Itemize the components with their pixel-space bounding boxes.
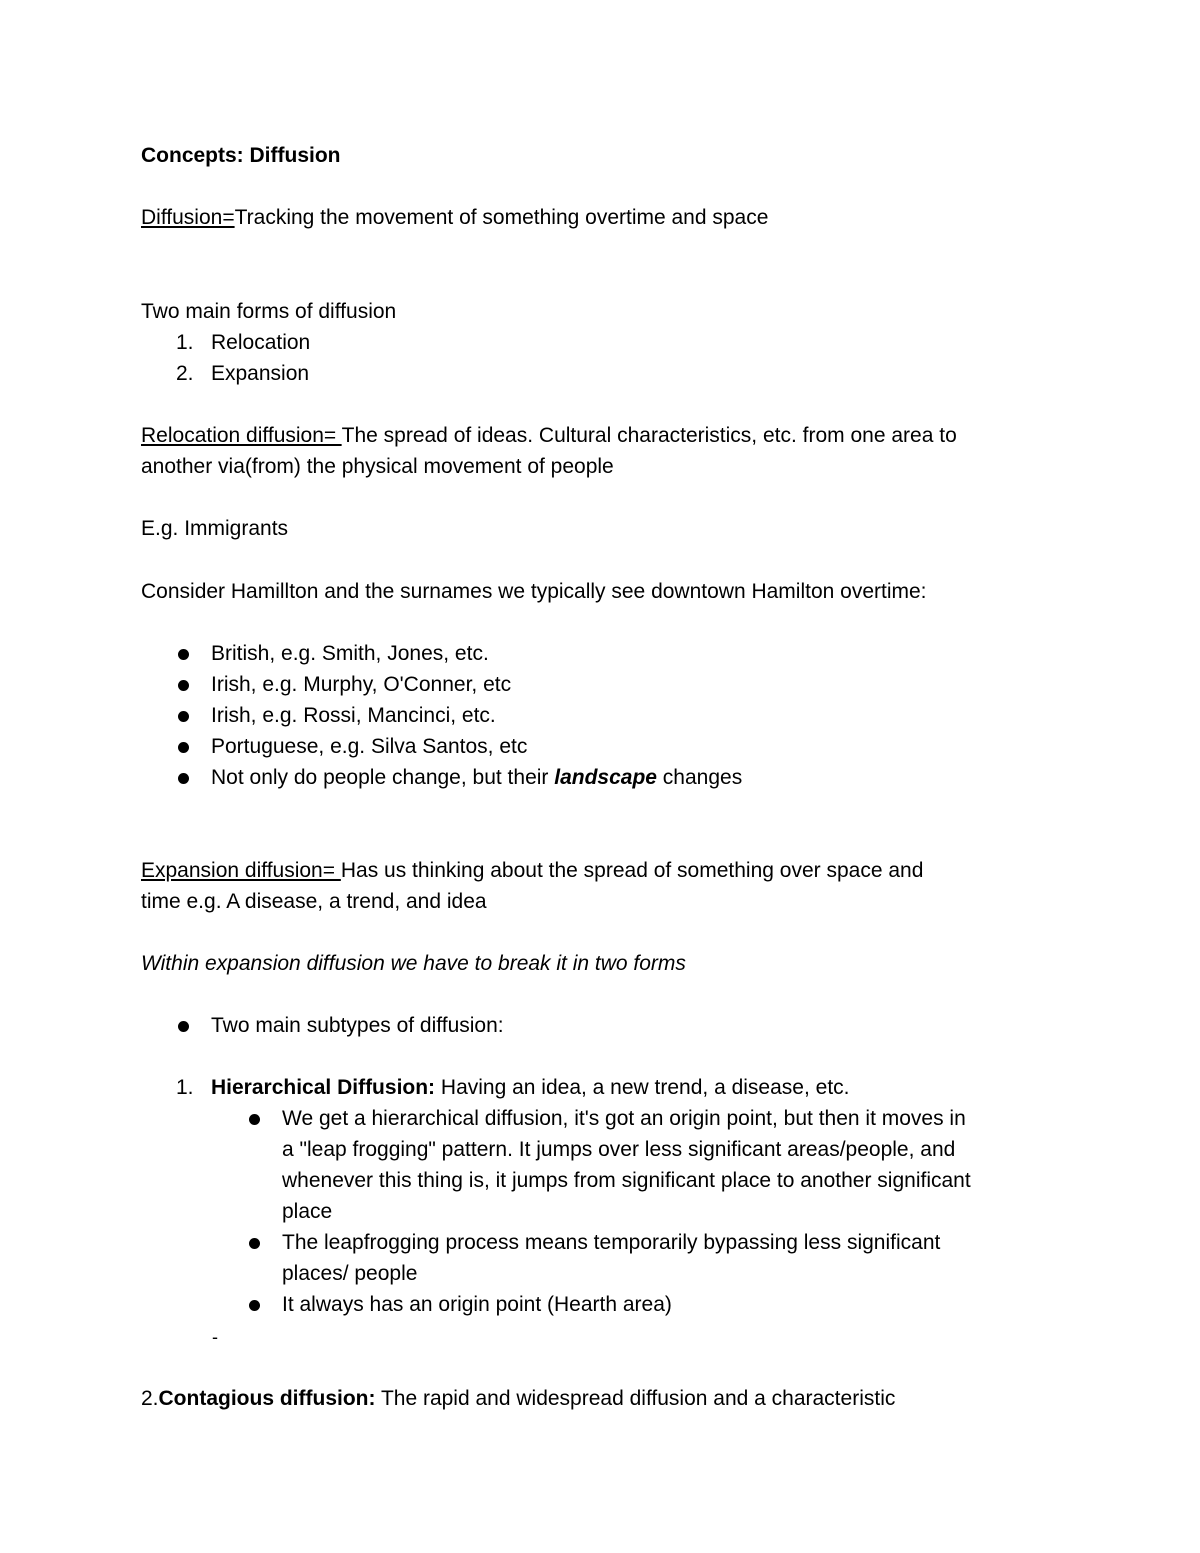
list-number: 1.	[176, 331, 194, 354]
sub-bullet-line: a "leap frogging" pattern. It jumps over less significant areas/people, and	[282, 1138, 956, 1161]
sub-bullet-line: places/ people	[282, 1262, 418, 1285]
dash-marker: -	[212, 1327, 218, 1347]
expansion-definition-line1: Expansion diffusion= Has us thinking about the spread of something over space and	[141, 859, 924, 882]
bullet-icon	[178, 773, 189, 784]
within-expansion-note: Within expansion diffusion we have to break it in two forms	[141, 952, 686, 975]
contagious-heading: 2.Contagious diffusion: The rapid and widespread diffusion and a characteristic	[141, 1387, 896, 1410]
diffusion-definition	[141, 202, 768, 233]
bullet-icon	[178, 649, 189, 660]
expansion-term: Expansion diffusion=	[141, 859, 341, 882]
bullet-icon	[249, 1238, 260, 1249]
bullet-icon	[178, 1021, 189, 1032]
definition-text: Tracking the movement of something overtime and space	[234, 206, 769, 229]
list-item: Irish, e.g. Rossi, Mancinci, etc.	[211, 704, 496, 727]
list-item: Portuguese, e.g. Silva Santos, etc	[211, 735, 528, 758]
sub-bullet-line: place	[282, 1200, 333, 1223]
expansion-definition-line2: time e.g. A disease, a trend, and idea	[141, 890, 487, 913]
definition-term: Diffusion=	[141, 206, 235, 229]
list-item: Irish, e.g. Murphy, O'Conner, etc	[211, 673, 512, 696]
relocation-definition-line1: Relocation diffusion= The spread of ideas. Cultural characteristics, etc. from one area to	[141, 424, 957, 447]
forms-intro: Two main forms of diffusion	[141, 300, 397, 323]
list-item-landscape: Not only do people change, but their landscape changes	[211, 766, 743, 789]
hierarchical-heading: Hierarchical Diffusion: Having an idea, a new trend, a disease, etc.	[211, 1076, 850, 1099]
bullet-icon	[249, 1114, 260, 1125]
list-item-expansion: Expansion	[211, 362, 310, 385]
sub-bullet-line: It always has an origin point (Hearth area)	[282, 1293, 672, 1316]
sub-bullet-line: We get a hierarchical diffusion, it's got an origin point, but then it moves in	[282, 1107, 966, 1130]
bullet-icon	[249, 1300, 260, 1311]
contagious-term: Contagious diffusion:	[158, 1387, 376, 1410]
landscape-emphasis: landscape	[554, 766, 657, 789]
hamilton-intro: Consider Hamillton and the surnames we typically see downtown Hamilton overtime:	[141, 580, 927, 603]
page-title: Concepts: Diffusion	[141, 144, 341, 167]
bullet-icon	[178, 711, 189, 722]
list-item-relocation: Relocation	[211, 331, 311, 354]
sub-bullet-line: The leapfrogging process means temporarily bypassing less significant	[282, 1231, 941, 1254]
list-number: 2.	[176, 362, 194, 385]
bullet-icon	[178, 742, 189, 753]
relocation-definition-line2: another via(from) the physical movement of people	[141, 455, 614, 478]
hierarchical-term: Hierarchical Diffusion:	[211, 1076, 436, 1099]
bullet-icon	[178, 680, 189, 691]
list-item-subtypes: Two main subtypes of diffusion:	[211, 1014, 504, 1037]
list-item: British, e.g. Smith, Jones, etc.	[211, 642, 489, 665]
relocation-term: Relocation diffusion=	[141, 424, 342, 447]
list-number: 1.	[176, 1076, 194, 1099]
sub-bullet-line: whenever this thing is, it jumps from significant place to another significant	[282, 1169, 971, 1192]
example-text: E.g. Immigrants	[141, 517, 289, 540]
